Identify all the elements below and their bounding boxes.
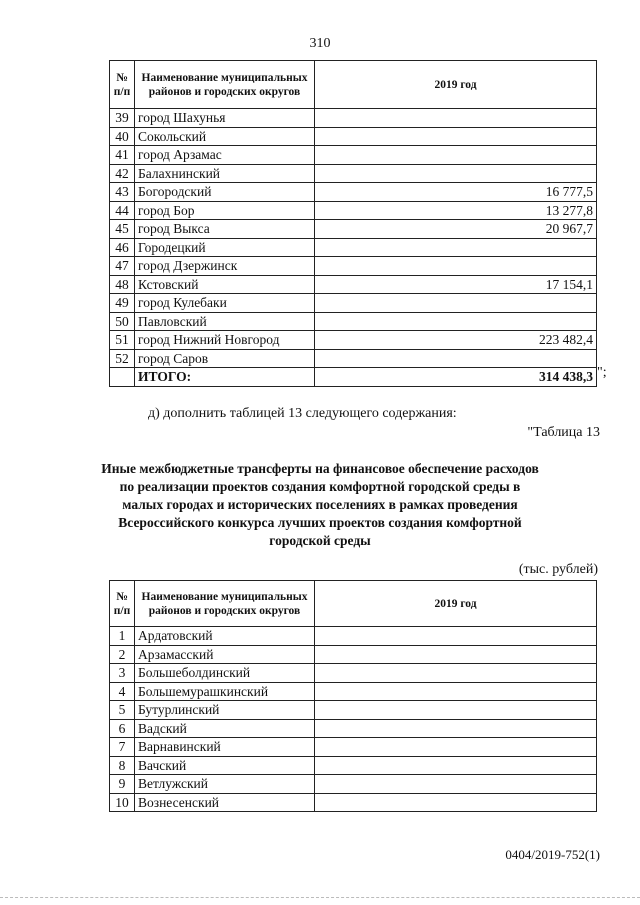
table-header-row (110, 61, 597, 109)
row-value: 20 967,7 (315, 220, 597, 239)
units-label: (тыс. рублей) (518, 562, 598, 577)
row-value: 223 482,4 (315, 331, 597, 350)
row-value (315, 775, 597, 794)
table-row (110, 682, 597, 701)
table-row (110, 756, 597, 775)
total-row (110, 368, 597, 387)
table-row (110, 127, 597, 146)
row-number: 10 (110, 793, 135, 812)
amendment-paragraph: д) дополнить таблицей 13 следующего содержания: (148, 406, 457, 421)
table-row (110, 294, 597, 313)
row-number: 49 (110, 294, 135, 313)
row-name: Варнавинский (135, 738, 315, 757)
row-name: Богородский (135, 183, 315, 202)
row-name: Павловский (135, 312, 315, 331)
row-number: 3 (110, 664, 135, 683)
row-value (315, 701, 597, 720)
row-number: 40 (110, 127, 135, 146)
column-header-number: № п/п (110, 581, 135, 627)
row-name: Вознесенский (135, 793, 315, 812)
column-header-name: Наименование муниципальных районов и городских округов (135, 61, 315, 109)
row-value (315, 238, 597, 257)
row-value (315, 738, 597, 757)
page-number: 310 (309, 36, 331, 51)
table-heading: Иные межбюджетные трансферты на финансовое обеспечение расходов по реализации проектов создания комфортной городской среды в малых городах и исторических поселениях в рамках проведения Всероссийского конкурса лучших проектов создания комфортной городской среды (101, 461, 539, 548)
row-number: 44 (110, 201, 135, 220)
row-number: 5 (110, 701, 135, 720)
row-value (315, 312, 597, 331)
row-number: 46 (110, 238, 135, 257)
row-value (315, 109, 597, 128)
row-name: Большеболдинский (135, 664, 315, 683)
closing-quote: "; (597, 365, 607, 380)
row-value: 13 277,8 (315, 201, 597, 220)
row-number: 9 (110, 775, 135, 794)
row-number: 4 (110, 682, 135, 701)
transfers-table-13 (109, 580, 597, 812)
row-value (315, 146, 597, 165)
table-row (110, 146, 597, 165)
page-bottom-divider (0, 897, 640, 898)
table-row (110, 738, 597, 757)
table-row (110, 645, 597, 664)
row-number: 52 (110, 349, 135, 368)
row-name: Вадский (135, 719, 315, 738)
row-name: Балахнинский (135, 164, 315, 183)
transfers-table-continued (109, 60, 597, 387)
row-value: 16 777,5 (315, 183, 597, 202)
row-name: город Шахунья (135, 109, 315, 128)
table-row (110, 164, 597, 183)
table-row (110, 349, 597, 368)
row-name: город Саров (135, 349, 315, 368)
row-name: Кстовский (135, 275, 315, 294)
table-row (110, 312, 597, 331)
row-name: город Выкса (135, 220, 315, 239)
row-number: 41 (110, 146, 135, 165)
table-row (110, 793, 597, 812)
row-number: 45 (110, 220, 135, 239)
table-row (110, 257, 597, 276)
table-row (110, 701, 597, 720)
table-reference: "Таблица 13 (527, 425, 600, 440)
total-value: 314 438,3 (315, 368, 597, 387)
row-number: 50 (110, 312, 135, 331)
row-value (315, 349, 597, 368)
total-label: ИТОГО: (135, 368, 315, 387)
row-name: Ардатовский (135, 627, 315, 646)
row-value (315, 793, 597, 812)
table-row (110, 275, 597, 294)
row-number: 47 (110, 257, 135, 276)
column-header-year: 2019 год (315, 581, 597, 627)
row-name: Городецкий (135, 238, 315, 257)
row-number: 2 (110, 645, 135, 664)
row-value (315, 127, 597, 146)
row-number: 1 (110, 627, 135, 646)
row-value (315, 682, 597, 701)
row-name: Бутурлинский (135, 701, 315, 720)
row-number: 8 (110, 756, 135, 775)
row-number: 43 (110, 183, 135, 202)
row-name: Вачский (135, 756, 315, 775)
row-value (315, 257, 597, 276)
row-name: Арзамасский (135, 645, 315, 664)
row-value (315, 756, 597, 775)
row-number: 7 (110, 738, 135, 757)
row-name: город Дзержинск (135, 257, 315, 276)
table-row (110, 331, 597, 350)
column-header-number: № п/п (110, 61, 135, 109)
column-header-name: Наименование муниципальных районов и городских округов (135, 581, 315, 627)
table-row (110, 183, 597, 202)
total-number-cell (110, 368, 135, 387)
row-value (315, 719, 597, 738)
table-body (110, 627, 597, 812)
row-name: Большемурашкинский (135, 682, 315, 701)
row-value (315, 164, 597, 183)
table-row (110, 664, 597, 683)
table-row (110, 627, 597, 646)
column-header-year: 2019 год (315, 61, 597, 109)
row-number: 48 (110, 275, 135, 294)
table-header-row (110, 581, 597, 627)
row-value: 17 154,1 (315, 275, 597, 294)
table-row (110, 775, 597, 794)
row-name: город Нижний Новгород (135, 331, 315, 350)
row-number: 39 (110, 109, 135, 128)
table-row (110, 719, 597, 738)
table-row (110, 238, 597, 257)
row-name: Сокольский (135, 127, 315, 146)
table-row (110, 220, 597, 239)
row-value (315, 627, 597, 646)
document-code: 0404/2019-752(1) (505, 847, 600, 862)
row-name: город Кулебаки (135, 294, 315, 313)
table-row (110, 109, 597, 128)
row-name: Ветлужский (135, 775, 315, 794)
table-body (110, 109, 597, 387)
row-name: город Бор (135, 201, 315, 220)
row-value (315, 664, 597, 683)
row-number: 42 (110, 164, 135, 183)
row-number: 6 (110, 719, 135, 738)
row-value (315, 294, 597, 313)
row-name: город Арзамас (135, 146, 315, 165)
row-number: 51 (110, 331, 135, 350)
table-row (110, 201, 597, 220)
row-value (315, 645, 597, 664)
